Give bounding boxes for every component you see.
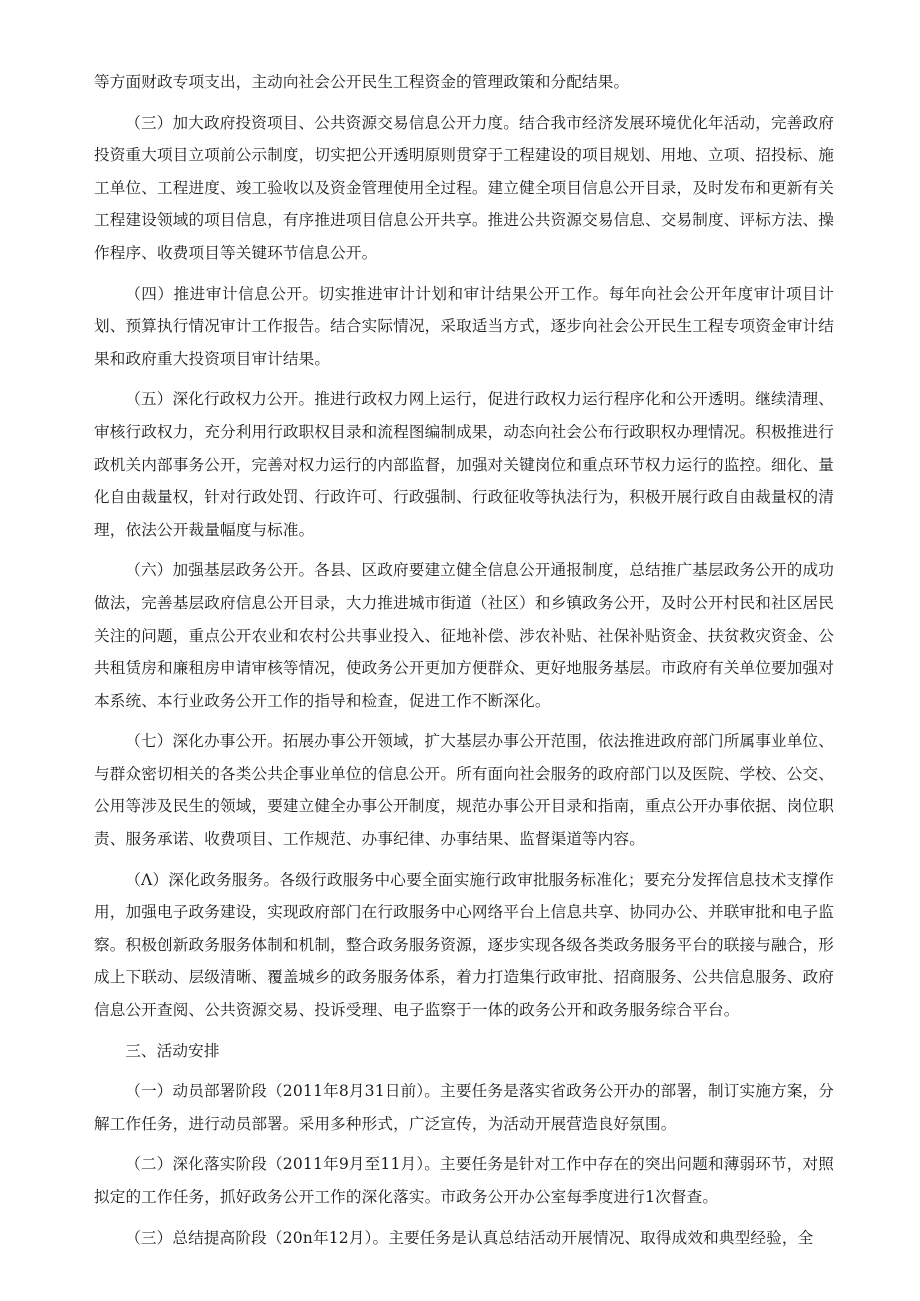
paragraph-item-6-grassroots: （六）加强基层政务公开。各县、区政府要建立健全信息公开通报制度，总结推广基层政务公开的成功做法，完善基层政府信息公开目录，大力推进城市街道（社区）和乡镇政务公开，及时公开村民和社区居民关注的问题，重点公开农业和农村公共事业投入、征地补偿、涉农补贴、社保补贴资金、扶贫救灾资金、公共租赁房和廉租房申请审核等情况，使政务公开更加方便群众、更好地服务基层。市政府有关单位要加强对本系统、本行业政务公开工作的指导和检查，促进工作不断深化。 xyxy=(94,561,834,710)
paragraph-item-7-affairs-disclosure: （七）深化办事公开。拓展办事公开领域，扩大基层办事公开范围，依法推进政府部门所属事业单位、与群众密切相关的各类公共企事业单位的信息公开。所有面向社会服务的政府部门以及医院、学校、公交、公用等涉及民生的领域，要建立健全办事公开制度，规范办事公开目录和指南，重点公开办事依据、岗位职责、服务承诺、收费项目、工作规范、办事纪律、办事结果、监督渠道等内容。 xyxy=(94,732,834,849)
paragraph-item-4-audit-info: （四）推进审计信息公开。切实推进审计计划和审计结果公开工作。每年向社会公开年度审计项目计划、预算执行情况审计工作报告。结合实际情况，采取适当方式，逐步向社会公开民生工程专项资金审计结果和政府重大投资项目审计结果。 xyxy=(94,284,834,368)
paragraph-item-8-government-service: （Λ）深化政务服务。各级行政服务中心要全面实施行政审批服务标准化；要充分发挥信息技术支撑作用，加强电子政务建设，实现政府部门在行政服务中心网络平台上信息共享、协同办公、并联审批和电子监察。积极创新政务服务体制和机制，整合政务服务资源，逐步实现各级各类政务服务平台的联接与融合，形成上下联动、层级清晰、覆盖城乡的政务服务体系，着力打造集行政审批、招商服务、公共信息服务、政府信息公开查阅、公共资源交易、投诉受理、电子监察于一体的政务公开和政务服务综合平台。 xyxy=(94,870,834,1020)
paragraph-item-5-administrative-power: （五）深化行政权力公开。推进行政权力网上运行，促进行政权力运行程序化和公开透明。继续清理、审核行政权力，充分利用行政职权目录和流程图编制成果，动态向社会公布行政职权办理情况。积极推进行政机关内部事务公开，完善对权力运行的内部监督，加强对关键岗位和重点环节权力运行的监控。细化、量化自由裁量权，针对行政处罚、行政许可、行政强制、行政征收等执法行为，积极开展行政自由裁量权的清理，依法公开裁量幅度与标准。 xyxy=(94,390,834,539)
paragraph-phase-3-summary: （三）总结提高阶段（20n年12月）。主要任务是认真总结活动开展情况、取得成效和典型经验，全 xyxy=(125,1228,814,1247)
paragraph-item-3-investment-projects: （三）加大政府投资项目、公共资源交易信息公开力度。结合我市经济发展环境优化年活动，完善政府投资重大项目立项前公示制度，切实把公开透明原则贯穿于工程建设的项目规划、用地、立项、招投标、施工单位、工程进度、竣工验收以及资金管理使用全过程。建立健全项目信息公开目录，及时发布和更新有关工程建设领域的项目信息，有序推进项目信息公开共享。推进公共资源交易信息、交易制度、评标方法、操作程序、收费项目等关键环节信息公开。 xyxy=(94,113,834,262)
document-page xyxy=(94,66,834,1262)
section-heading-activity-schedule: 三、活动安排 xyxy=(125,1041,220,1060)
paragraph-phase-2-implementation: （二）深化落实阶段（2011年9月至11月）。主要任务是针对工作中存在的突出问题和薄弱环节，对照拟定的工作任务，抓好政务公开工作的深化落实。市政务公开办公室每季度进行1次督查。 xyxy=(94,1155,834,1206)
paragraph-continued: 等方面财政专项支出，主动向社会公开民生工程资金的管理政策和分配结果。 xyxy=(94,73,630,91)
paragraph-phase-1-mobilization: （一）动员部署阶段（2011年8月31日前）。主要任务是落实省政务公开办的部署，制订实施方案，分解工作任务，进行动员部署。采用多种形式，广泛宣传，为活动开展营造良好氛围。 xyxy=(94,1082,834,1133)
